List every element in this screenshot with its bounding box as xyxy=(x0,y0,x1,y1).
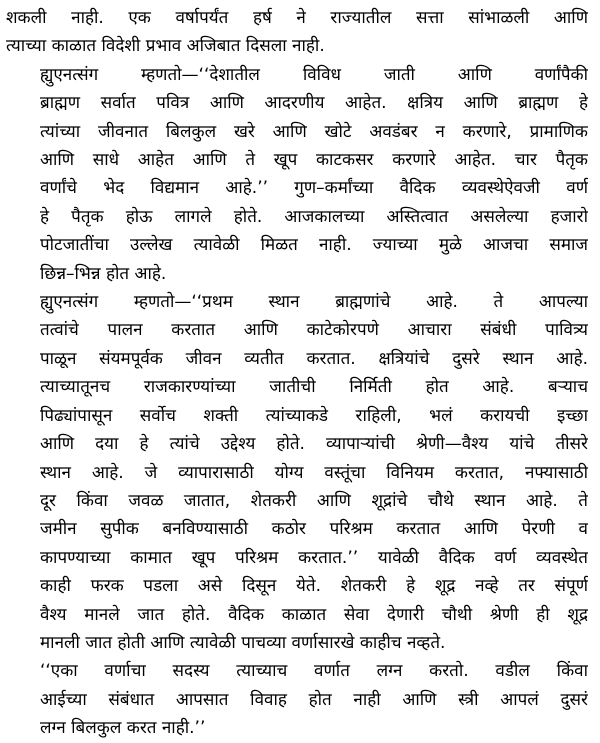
text-line: स्थान आहे. जे व्यापारासाठी योग्य वस्तूंचा विनियम करतात, नफ्यासाठी xyxy=(40,462,588,483)
text-line: त्यांच्या जीवनात बिलकुल खरे आणि खोटे अवडंबर न करणारे, प्रामाणिक xyxy=(40,121,588,142)
text-line: पाळून संयमपूर्वक जीवन व्यतीत करतात. क्षत्रियांचे दुसरे स्थान आहे. xyxy=(40,348,588,369)
text-line: शकली नाही. एक वर्षापर्यंत हर्ष ने राज्यातील सत्ता सांभाळली आणि xyxy=(6,8,588,28)
text-line: पोटजातींचा उल्लेख त्यावेळी मिळत नाही. ज्याच्या मुळे आजचा समाज xyxy=(40,235,588,256)
text-line: वर्णांचे भेद विद्यमान आहे.’’ गुण–कर्मांच्या वैदिक व्यवस्थेऐवजी वर्ण xyxy=(40,178,588,199)
text-line: आणि साधे आहेत आणि ते खूप काटकसर करणारे आहेत. चार पैतृक xyxy=(40,150,588,171)
paragraph-3 xyxy=(6,288,588,657)
text-line: हे पैतृक होऊ लागले होते. आजकालच्या अस्तित्वात असलेल्या हजारो xyxy=(40,206,588,227)
paragraph-1 xyxy=(6,4,588,61)
text-line: वैश्य मानले जात होते. वैदिक काळात सेवा देणारी चौथी श्रेणी ही शूद्र xyxy=(40,604,588,625)
text-line: छिन्न–भिन्न होत आहे. xyxy=(40,263,167,284)
text-line: आणि दया हे त्यांचे उद्देश्य होते. व्यापाऱ्यांची श्रेणी—वैश्य यांचे तीसरे xyxy=(40,434,588,455)
text-line: ह्युएनत्संग म्हणतो—‘‘देशातील विविध जाती आणि वर्णांपैकी xyxy=(40,64,588,85)
text-line: दूर किंवा जवळ जातात, शेतकरी आणि शूद्रांचे चौथे स्थान आहे. ते xyxy=(40,490,588,511)
text-line: मानली जात होती आणि त्यावेळी पाचव्या वर्णासारखे काहीच नव्हते. xyxy=(40,632,446,653)
paragraph-2 xyxy=(6,61,588,288)
text-line: पिढ्यांपासून सर्वोच शक्ती त्यांच्याकडे राहिली, भलं करायची इच्छा xyxy=(40,405,588,426)
text-line: जमीन सुपीक बनविण्यासाठी कठोर परिश्रम करतात आणि पेरणी व xyxy=(40,519,588,540)
text-line: ह्युएनत्संग म्हणतो—‘‘प्रथम स्थान ब्राह्मणांचे आहे. ते आपल्या xyxy=(40,292,588,313)
text-line: तत्वांचे पालन करतात आणि काटेकोरपणे आचारा संबंधी पावित्र्य xyxy=(40,320,588,341)
text-line: त्याच्यातूनच राजकारण्यांच्या जातीची निर्मिती होत आहे. बऱ्याच xyxy=(40,377,588,398)
text-line: कापण्याच्या कामात खूप परिश्रम करतात.’’ यावेळी वैदिक वर्ण व्यवस्थेत xyxy=(40,547,588,568)
text-line: काही फरक पडला असे दिसून येते. शेतकरी हे शूद्र नव्हे तर संपूर्ण xyxy=(40,576,588,597)
text-line: आईच्या संबंधात आपसात विवाह होत नाही आणि स्त्री आपलं दुसरं xyxy=(40,689,588,710)
text-line: त्याच्या काळात विदेशी प्रभाव अजिबात दिसला नाही. xyxy=(6,36,325,57)
text-line: लग्न बिलकुल करत नाही.’’ xyxy=(40,718,206,739)
text-line: ब्राह्मण सर्वात पवित्र आणि आदरणीय आहेत. क्षत्रिय आणि ब्राह्मण हे xyxy=(40,93,588,114)
text-line: ‘‘एका वर्णाचा सदस्य त्याच्याच वर्णात लग्न करतो. वडील किंवा xyxy=(40,661,588,682)
paragraph-4 xyxy=(6,657,588,742)
